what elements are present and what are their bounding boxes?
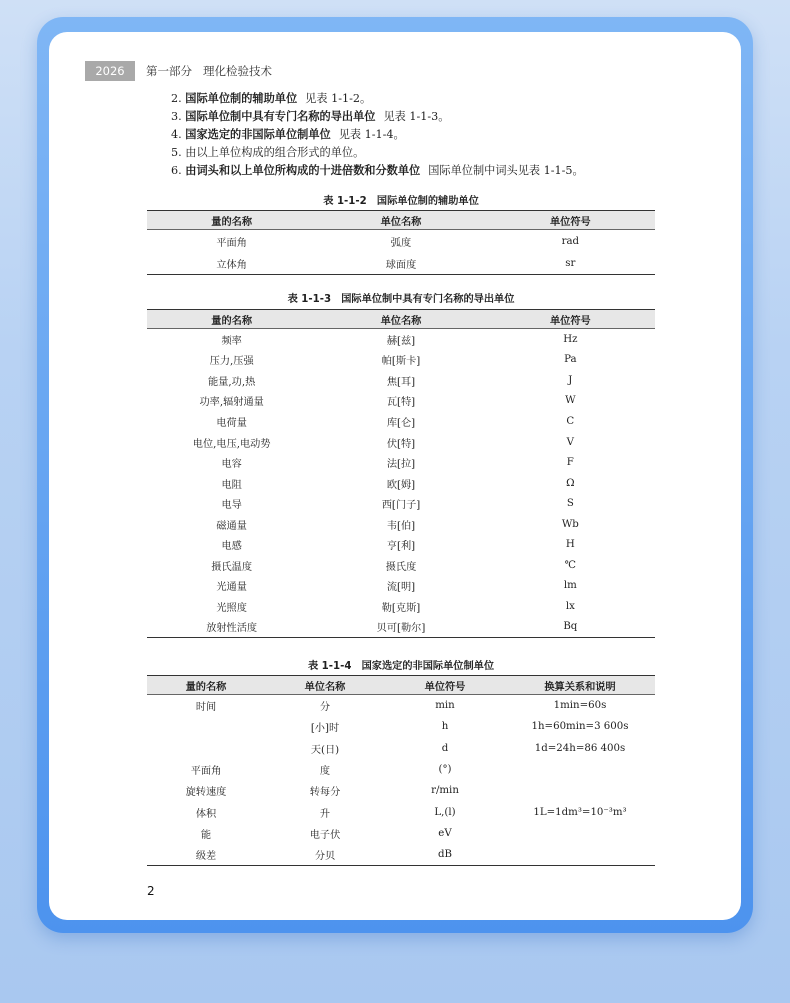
table-cell <box>147 716 265 737</box>
table-row <box>147 780 655 801</box>
table-row <box>147 555 655 576</box>
table-row <box>147 432 655 453</box>
table-cell: C <box>566 415 575 427</box>
table-cell: J <box>568 374 573 386</box>
table-cell: 功率,辐射通量 <box>199 397 264 409</box>
table-cell: F <box>566 457 574 469</box>
column-header: 单位名称 <box>265 676 385 695</box>
table-cell: Wb <box>561 518 579 530</box>
table-cell: 流[明] <box>386 582 416 594</box>
table-cell: 弧度 <box>390 237 412 249</box>
table-cell <box>505 759 655 780</box>
list-item: 6. 由词头和以上单位所构成的十进倍数和分数单位 国际单位制中词头见表 1-1-5。 <box>171 164 584 177</box>
table-cell: 1L=1dm³=10⁻³m³ <box>533 806 627 818</box>
list-item: 3. 国际单位制中具有专门名称的导出单位 见表 1-1-3。 <box>171 110 450 123</box>
table-cell: 伏[特] <box>386 438 416 450</box>
table-cell <box>505 844 655 866</box>
table-cell: rad <box>561 235 580 247</box>
table-cell: 亨[利] <box>386 541 416 553</box>
table-cell: 平面角 <box>216 237 247 249</box>
table-cell: 帕[斯卡] <box>381 356 421 368</box>
column-header: 单位符号 <box>486 211 655 230</box>
table-cell: lm <box>563 580 577 592</box>
table-cell: 电子伏 <box>309 829 341 841</box>
table-cell: Hz <box>563 333 578 345</box>
table-non-si-units <box>147 675 655 866</box>
table-cell: 平面角 <box>190 766 222 778</box>
table-cell <box>505 780 655 801</box>
table-cell: 放射性活度 <box>206 623 258 635</box>
table-cell: sr <box>565 257 576 269</box>
table-row <box>147 230 655 253</box>
table-cell: 摄氏度 <box>385 561 417 573</box>
table-row <box>147 252 655 275</box>
table-caption: 表 1-1-2 国际单位制的辅助单位 <box>323 196 479 207</box>
table-row <box>147 576 655 597</box>
table-cell: 转每分 <box>309 787 341 799</box>
table-cell: 欧[姆] <box>386 479 416 491</box>
table-cell: min <box>435 700 455 712</box>
table-cell: V <box>566 436 574 448</box>
table-cell: (°) <box>438 764 452 776</box>
table-cell: d <box>441 742 449 754</box>
table-cell: 光照度 <box>216 602 247 614</box>
list-item: 2. 国际单位制的辅助单位 见表 1-1-2。 <box>171 92 372 105</box>
column-header: 换算关系和说明 <box>505 676 655 695</box>
table-row <box>147 738 655 759</box>
table-cell: 能 <box>200 829 212 841</box>
page-number: 2 <box>147 884 155 898</box>
table-row <box>147 370 655 391</box>
table-cell: Bq <box>563 621 578 633</box>
table-cell: 摄氏温度 <box>211 561 253 573</box>
table-cell: Ω <box>566 477 575 489</box>
table-cell: 西[门子] <box>381 500 421 512</box>
table-row <box>147 411 655 432</box>
table-cell: W <box>565 395 576 407</box>
table-cell: dB <box>437 849 452 861</box>
table-cell: 能量,功,热 <box>208 376 256 388</box>
table-cell: 体积 <box>195 808 217 820</box>
table-row <box>147 329 655 350</box>
table-cell: 分贝 <box>314 851 336 863</box>
table-row <box>147 617 655 638</box>
table-caption: 表 1-1-3 国际单位制中具有专门名称的导出单位 <box>287 294 515 305</box>
list-item: 4. 国家选定的非国际单位制单位 见表 1-1-4。 <box>171 128 405 141</box>
table-cell: 升 <box>319 808 331 820</box>
table-row <box>147 844 655 866</box>
table-cell: [小]时 <box>310 723 340 735</box>
table-cell: 1min=60s <box>553 700 607 712</box>
table-cell: 电位,电压,电动势 <box>192 438 271 450</box>
table-cell: 1d=24h=86 400s <box>534 742 626 754</box>
table-row <box>147 695 655 717</box>
table-row <box>147 391 655 412</box>
table-cell: 电荷量 <box>216 417 247 429</box>
table-cell: 法[拉] <box>386 459 416 471</box>
table-row <box>147 514 655 535</box>
table-row <box>147 759 655 780</box>
table-cell: 立体角 <box>216 259 247 271</box>
table-row <box>147 596 655 617</box>
table-cell <box>147 738 265 759</box>
table-cell: 分 <box>319 702 331 714</box>
table-cell: 球面度 <box>385 259 417 271</box>
table-cell: 电容 <box>221 459 242 471</box>
table-cell: 磁通量 <box>216 520 247 532</box>
table-supplementary-units <box>147 210 655 275</box>
header-year-badge: 2026 <box>85 61 135 81</box>
table-row <box>147 801 655 822</box>
table-row <box>147 534 655 555</box>
book-page <box>49 32 741 920</box>
table-cell: L,(l) <box>434 806 456 818</box>
header-title: 理化检验技术 <box>203 64 272 78</box>
table-cell: 光通量 <box>216 582 247 594</box>
column-header: 量的名称 <box>147 310 316 329</box>
list-item: 5. 由以上单位构成的组合形式的单位。 <box>171 146 365 159</box>
header-part: 第一部分 <box>146 64 192 78</box>
table-cell: 电导 <box>221 500 242 512</box>
table-row <box>147 716 655 737</box>
table-cell: h <box>441 721 449 733</box>
table-cell: 焦[耳] <box>386 376 416 388</box>
column-header: 单位名称 <box>316 310 485 329</box>
table-cell: eV <box>438 827 452 839</box>
column-header: 单位符号 <box>486 310 655 329</box>
table-cell: S <box>566 498 574 510</box>
running-header <box>85 61 272 81</box>
table-cell: ℃ <box>564 559 577 571</box>
table-cell: 度 <box>319 766 331 778</box>
table-cell: 贝可[勒尔] <box>376 623 426 635</box>
numbered-list <box>171 90 691 180</box>
table-cell: 赫[兹] <box>386 335 416 347</box>
table-cell <box>505 823 655 844</box>
table-cell: 旋转速度 <box>185 787 227 799</box>
table-cell: 1h=60min=3 600s <box>531 721 629 733</box>
table-row <box>147 493 655 514</box>
table-row <box>147 452 655 473</box>
table-cell: 韦[伯] <box>386 520 416 532</box>
table-cell: 时间 <box>195 702 217 714</box>
table-row <box>147 473 655 494</box>
table-cell: 勒[克斯] <box>381 602 421 614</box>
column-header: 量的名称 <box>147 211 316 230</box>
table-cell: 频率 <box>221 335 242 347</box>
table-cell: 压力,压强 <box>209 356 254 368</box>
table-cell: lx <box>565 600 575 612</box>
column-header: 单位名称 <box>316 211 485 230</box>
table-row <box>147 823 655 844</box>
table-cell: 电阻 <box>221 479 242 491</box>
table-cell: r/min <box>431 785 459 797</box>
table-cell: H <box>565 539 575 551</box>
table-cell: 天(日) <box>310 744 340 756</box>
table-cell: 级差 <box>195 851 217 863</box>
table-cell: 库[仑] <box>386 417 416 429</box>
column-header: 量的名称 <box>147 676 265 695</box>
table-cell: 瓦[特] <box>386 397 416 409</box>
table-cell: Pa <box>564 354 577 366</box>
table-caption: 表 1-1-4 国家选定的非国际单位制单位 <box>307 661 495 672</box>
table-cell: 电感 <box>221 541 242 553</box>
table-derived-units <box>147 309 655 638</box>
table-row <box>147 350 655 371</box>
column-header: 单位符号 <box>385 676 505 695</box>
